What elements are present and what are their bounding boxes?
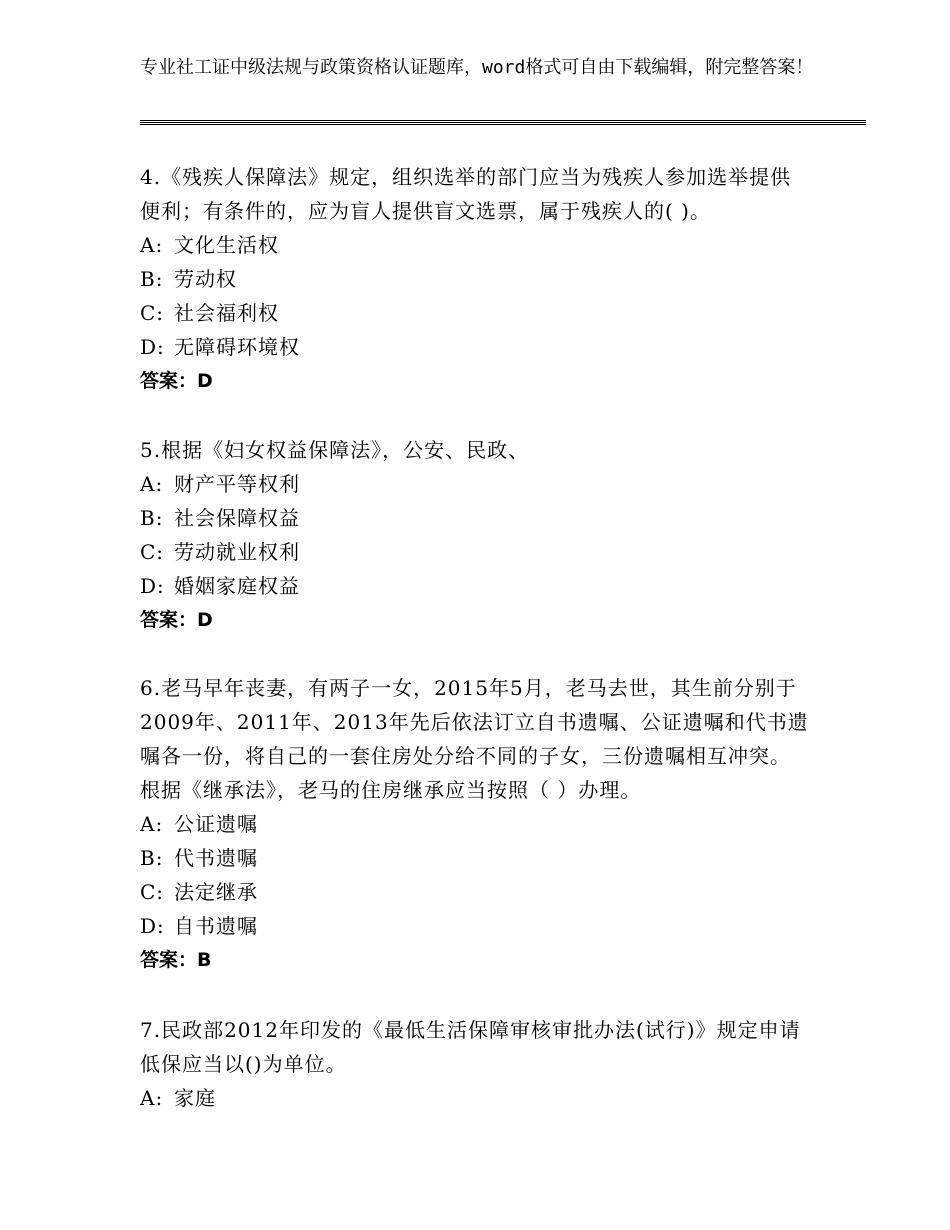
option-text: 劳动就业权利: [174, 540, 300, 564]
option-c: [140, 535, 810, 569]
answer-label: 答案：B: [140, 949, 212, 971]
option-letter: C:: [140, 880, 165, 904]
option-letter: D:: [140, 335, 165, 359]
option-b: [140, 841, 810, 875]
option-d: [140, 909, 810, 943]
option-text: 文化生活权: [174, 233, 279, 257]
option-letter: B:: [140, 846, 164, 870]
option-letter: A:: [140, 472, 164, 496]
option-text: 公证遗嘱: [174, 812, 258, 836]
option-d: [140, 569, 810, 603]
option-c: [140, 296, 810, 330]
option-text: 家庭: [174, 1086, 216, 1110]
question-block: [140, 1013, 810, 1115]
option-text: 无障碍环境权: [174, 335, 300, 359]
header-divider: [140, 120, 866, 125]
option-text: 劳动权: [174, 267, 237, 291]
option-letter: B:: [140, 506, 164, 530]
option-b: [140, 262, 810, 296]
option-letter: B:: [140, 267, 164, 291]
option-letter: D:: [140, 914, 165, 938]
option-text: 自书遗嘱: [174, 914, 258, 938]
answer-label: 答案：D: [140, 609, 213, 631]
option-text: 社会福利权: [174, 301, 279, 325]
option-a: [140, 467, 810, 501]
option-c: [140, 875, 810, 909]
option-b: [140, 501, 810, 535]
question-text: 7.民政部2012年印发的《最低生活保障审核审批办法(试行)》规定申请低保应当以()为单位。: [140, 1018, 801, 1076]
option-a: [140, 1081, 810, 1115]
option-text: 法定继承: [174, 880, 258, 904]
question-block: [140, 433, 810, 637]
option-a: [140, 807, 810, 841]
option-letter: C:: [140, 540, 165, 564]
option-d: [140, 330, 810, 364]
question-block: [140, 671, 810, 977]
question-text: 5.根据《妇女权益保障法》，公安、民政、: [140, 438, 530, 462]
question-block: [140, 160, 810, 398]
option-letter: C:: [140, 301, 165, 325]
option-a: [140, 228, 810, 262]
question-text: 6.老马早年丧妻，有两子一女，2015年5月，老马去世，其生前分别于2009年、2011年、2013年先后依法订立自书遗嘱、公证遗嘱和代书遗嘱各一份，将自己的一套住房处分给不同的子女，三份遗嘱相互冲突。根据《继承法》，老马的住房继承应当按照（ ）办理。: [140, 676, 809, 802]
option-letter: A:: [140, 233, 164, 257]
option-text: 财产平等权利: [174, 472, 300, 496]
option-letter: A:: [140, 1086, 164, 1110]
option-text: 代书遗嘱: [174, 846, 258, 870]
option-text: 社会保障权益: [174, 506, 300, 530]
option-letter: D:: [140, 574, 165, 598]
option-letter: A:: [140, 812, 164, 836]
question-text: 4.《残疾人保障法》规定，组织选举的部门应当为残疾人参加选举提供便利；有条件的，应为盲人提供盲文选票，属于残疾人的( )。: [140, 165, 792, 223]
answer-label: 答案：D: [140, 370, 213, 392]
page-header-text: 专业社工证中级法规与政策资格认证题库，word格式可自由下载编辑，附完整答案！: [140, 57, 814, 78]
option-text: 婚姻家庭权益: [174, 574, 300, 598]
